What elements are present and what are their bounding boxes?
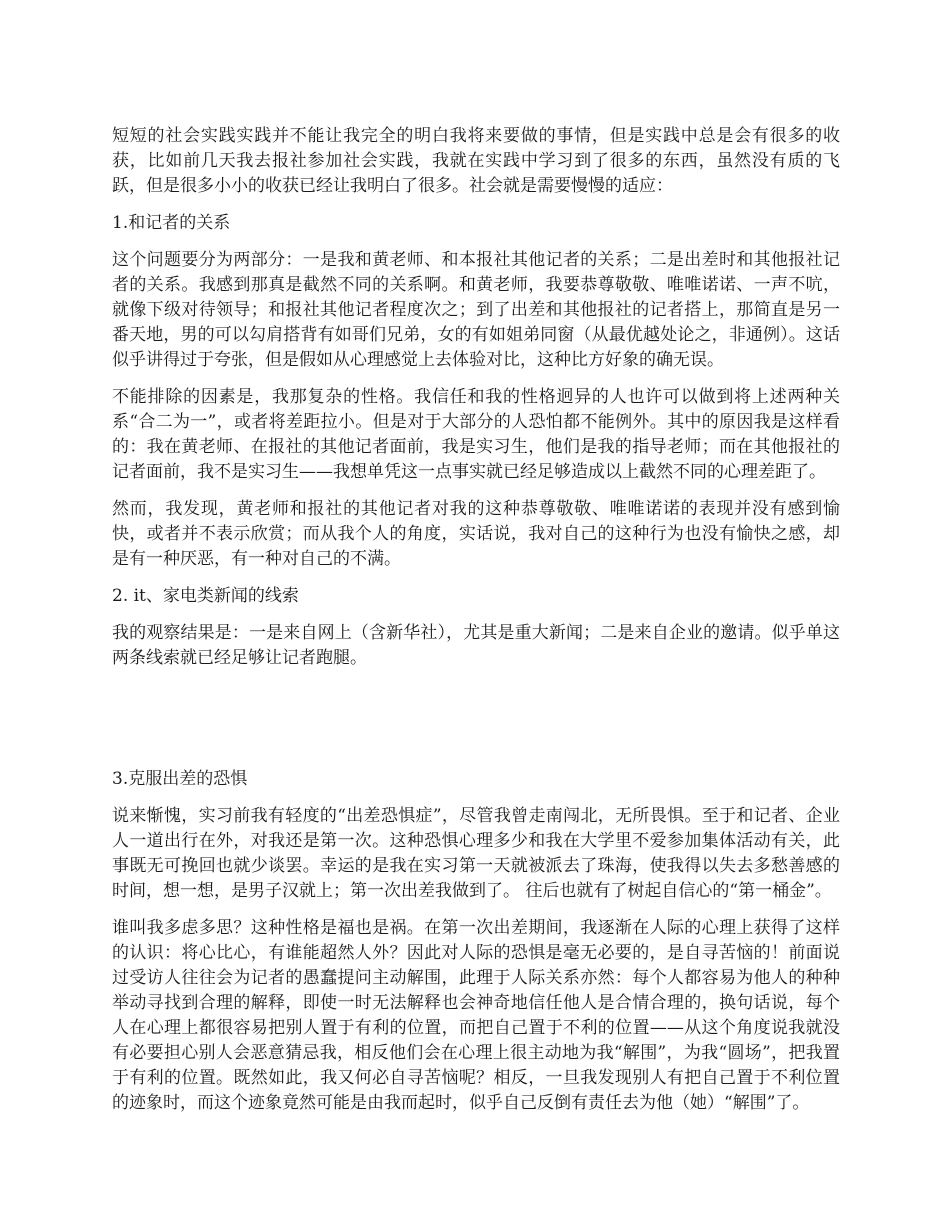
section3-paragraph: 说来惭愧，实习前我有轻度的“出差恐惧症”，尽管我曾走南闯北，无所畏惧。至于和记者、企业人一道出行在外，对我还是第一次。这种恐惧心理多少和我在大学里不爱参加集体活动有关，此事既无可挽回也就少谈罢。幸运的是我在实习第一天就被派去了珠海，使我得以失去多愁善感的时间，想一想，是男子汉就上；第一次出差我做到了。 往后也就有了树起自信心的“第一桶金”。 [112,806,840,901]
section-heading-1: 1.和记者的关系 [112,213,231,233]
section1-paragraph: 这个问题要分为两部分：一是我和黄老师、和本报社其他记者的关系；二是出差时和其他报社记者的关系。我感到那真是截然不同的关系啊。和黄老师，我要恭尊敬敬、唯唯诺诺、一声不吭，就像下级对待领导；和报社其他记者程度次之；到了出差和其他报社的记者搭上，那简直是另一番天地，男的可以勾肩搭背有如哥们兄弟，女的有如姐弟同窗（从最优越处论之，非通例）。这话似乎讲得过于夸张，但是假如从心理感觉上去体验对比，这种比方好象的确无误。 [112,250,840,370]
section1-paragraph: 不能排除的因素是，我那复杂的性格。我信任和我的性格迥异的人也许可以做到将上述两种关系“合二为一”，或者将差距拉小。但是对于大部分的人恐怕都不能例外。其中的原因我是这样看的：我在黄老师、在报社的其他记者面前，我是实习生，他们是我的指导老师；而在其他报社的记者面前，我不是实习生——我想单凭这一点事实就已经足够造成以上截然不同的心理差距了。 [112,387,840,482]
intro-paragraph: 短短的社会实践实践并不能让我完全的明白我将来要做的事情，但是实践中总是会有很多的收获，比如前几天我去报社参加社会实践，我就在实践中学习到了很多的东西，虽然没有质的飞跃，但是很多小小的收获已经让我明白了很多。社会就是需要慢慢的适应： [112,126,840,196]
section-heading-2: 2. it、家电类新闻的线索 [112,586,299,606]
section2-paragraph: 我的观察结果是：一是来自网上（含新华社），尤其是重大新闻；二是来自企业的邀请。似乎单这两条线索就已经足够让记者跑腿。 [112,623,840,668]
document-page [112,124,840,1128]
section-heading-3: 3.克服出差的恐惧 [112,769,248,789]
section1-paragraph: 然而，我发现，黄老师和报社的其他记者对我的这种恭尊敬敬、唯唯诺诺的表现并没有感到愉快，或者并不表示欣赏；而从我个人的角度，实话说，我对自己的这种行为也没有愉快之感，却是有一种厌恶，有一种对自己的不满。 [112,499,840,569]
page-gap [112,683,840,767]
section3-paragraph: 谁叫我多虑多思？这种性格是福也是祸。在第一次出差期间，我逐渐在人际的心理上获得了这样的认识：将心比心，有谁能超然人外？因此对人际的恐惧是毫无必要的，是自寻苦恼的！前面说过受访人往往会为记者的愚蠢提问主动解围，此理于人际关系亦然：每个人都容易为他人的种种举动寻找到合理的解释，即使一时无法解释也会神奇地信任他人是合情合理的，换句话说，每个人在心理上都很容易把别人置于有利的位置，而把自己置于不利的位置——从这个角度说我就没有必要担心别人会恶意猜忌我，相反他们会在心理上很主动地为我“解围”，为我“圆场”，把我置于有利的位置。既然如此，我又何必自寻苦恼呢？相反，一旦我发现别人有把自己置于不利位置的迹象时，而这个迹象竟然可能是由我而起时，似乎自己反倒有责任去为他（她）“解围”了。 [112,918,840,1113]
